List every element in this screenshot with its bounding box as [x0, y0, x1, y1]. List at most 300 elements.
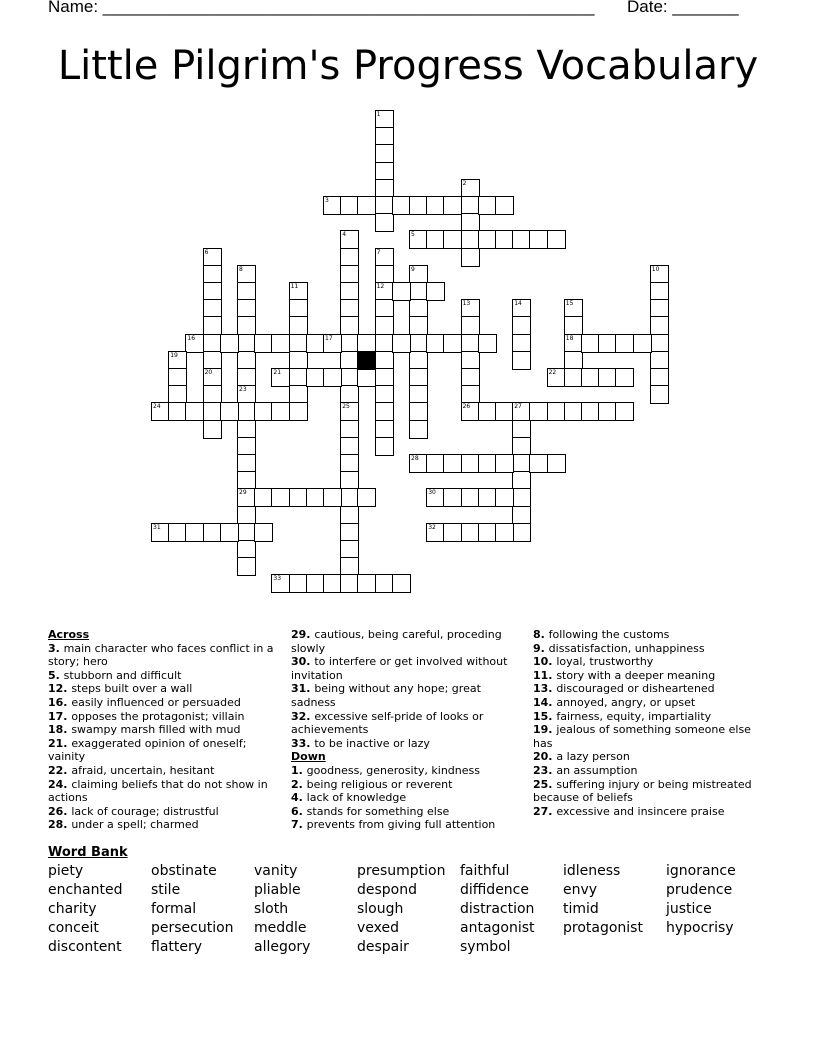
crossword-cell[interactable]: [375, 334, 394, 353]
crossword-cell[interactable]: [185, 523, 204, 542]
clue-item: 16. easily influenced or persuaded: [48, 695, 241, 709]
clue-item: 25. suffering injury or being mistreated because of beliefs: [533, 777, 752, 805]
clue-number: 5: [411, 231, 415, 239]
crossword-cell[interactable]: [323, 574, 342, 593]
word-bank-word: charity: [48, 901, 97, 917]
crossword-cell[interactable]: [185, 334, 204, 353]
crossword-cell[interactable]: [443, 454, 462, 473]
clue-item: 18. swampy marsh filled with mud: [48, 723, 241, 737]
clue-item: 33. to be inactive or lazy: [291, 736, 430, 750]
crossword-cell[interactable]: [512, 454, 531, 473]
crossword-cell[interactable]: [461, 316, 480, 335]
crossword-cell[interactable]: [461, 402, 480, 421]
crossword-cell[interactable]: [443, 523, 462, 542]
crossword-cell[interactable]: [461, 334, 480, 353]
crossword-cell[interactable]: [289, 574, 308, 593]
crossword-cell[interactable]: [461, 230, 480, 249]
clue-heading: Across: [48, 628, 90, 641]
crossword-cell[interactable]: [392, 196, 411, 215]
crossword-cell[interactable]: [289, 299, 308, 318]
crossword-cell[interactable]: [203, 265, 222, 284]
crossword-cell[interactable]: [633, 334, 652, 353]
crossword-cell[interactable]: [615, 402, 634, 421]
crossword-cell[interactable]: [443, 230, 462, 249]
clue-number: 27: [514, 403, 522, 411]
crossword-cell[interactable]: [271, 488, 290, 507]
word-bank-word: timid: [563, 901, 599, 917]
word-bank-word: conceit: [48, 920, 99, 936]
crossword-cell[interactable]: [254, 334, 273, 353]
crossword-cell[interactable]: [237, 402, 256, 421]
clue-item: 26. lack of courage; distrustful: [48, 804, 219, 818]
crossword-cell[interactable]: [461, 351, 480, 370]
crossword-cell[interactable]: [375, 265, 394, 284]
word-bank-word: distraction: [460, 901, 535, 917]
crossword-cell[interactable]: [340, 368, 359, 387]
crossword-cell[interactable]: [461, 213, 480, 232]
crossword-cell[interactable]: [375, 420, 394, 439]
crossword-cell[interactable]: [615, 334, 634, 353]
crossword-cell[interactable]: [564, 299, 583, 318]
word-bank-word: persecution: [151, 920, 234, 936]
clue-number: 9: [411, 265, 415, 273]
crossword-cell[interactable]: [237, 488, 256, 507]
crossword-cell[interactable]: [237, 454, 256, 473]
crossword-cell[interactable]: [237, 368, 256, 387]
crossword-cell[interactable]: [495, 523, 514, 542]
word-bank-word: piety: [48, 863, 84, 879]
crossword-cell[interactable]: [289, 282, 308, 301]
crossword-cell[interactable]: [409, 368, 428, 387]
crossword-cell[interactable]: [340, 420, 359, 439]
crossword-cell[interactable]: [375, 196, 394, 215]
crossword-cell[interactable]: [409, 196, 428, 215]
crossword-cell[interactable]: [478, 488, 497, 507]
crossword-cell[interactable]: [375, 282, 394, 301]
crossword-cell[interactable]: [237, 351, 256, 370]
crossword-cell[interactable]: [203, 385, 222, 404]
crossword-cell[interactable]: [375, 437, 394, 456]
crossword-cell[interactable]: [289, 402, 308, 421]
crossword-cell[interactable]: [289, 368, 308, 387]
crossword-cell[interactable]: [220, 334, 239, 353]
crossword-cell[interactable]: [529, 230, 548, 249]
crossword-cell[interactable]: [409, 282, 428, 301]
crossword-cell[interactable]: [254, 402, 273, 421]
crossword-cell[interactable]: [168, 523, 187, 542]
crossword-cell[interactable]: [237, 523, 256, 542]
crossword-cell[interactable]: [340, 488, 359, 507]
crossword-cell[interactable]: [564, 368, 583, 387]
crossword-cell[interactable]: [375, 385, 394, 404]
crossword-cell[interactable]: [529, 402, 548, 421]
crossword-cell[interactable]: [512, 506, 531, 525]
clue-number: 13: [462, 300, 471, 308]
crossword-cell[interactable]: [512, 334, 531, 353]
crossword-cell[interactable]: [512, 402, 531, 421]
crossword-cell[interactable]: [581, 334, 600, 353]
crossword-cell[interactable]: [254, 523, 273, 542]
crossword-cell[interactable]: [512, 523, 531, 542]
clue-item: 23. an assumption: [533, 763, 638, 777]
word-bank-word: meddle: [254, 920, 307, 936]
word-bank-word: flattery: [151, 939, 203, 955]
crossword-cell[interactable]: [461, 454, 480, 473]
crossword-cell[interactable]: [564, 334, 583, 353]
crossword-cell[interactable]: [409, 316, 428, 335]
crossword-cell[interactable]: [340, 574, 359, 593]
crossword-cell[interactable]: [547, 368, 566, 387]
crossword-cell[interactable]: [375, 574, 394, 593]
clue-column-1: [48, 628, 284, 832]
crossword-cell[interactable]: [426, 454, 445, 473]
crossword-cell[interactable]: [237, 385, 256, 404]
crossword-cell[interactable]: [340, 265, 359, 284]
clue-column-2: [291, 628, 521, 832]
word-bank-word: obstinate: [151, 863, 217, 879]
crossword-cell[interactable]: [357, 368, 376, 387]
crossword-cell[interactable]: [443, 334, 462, 353]
clue-number: 31: [153, 523, 161, 531]
word-bank-word: protagonist: [563, 920, 643, 936]
crossword-cell[interactable]: [237, 437, 256, 456]
crossword-cell[interactable]: [564, 316, 583, 335]
crossword-cell[interactable]: [289, 385, 308, 404]
crossword-cell[interactable]: [203, 402, 222, 421]
crossword-cell[interactable]: [340, 523, 359, 542]
crossword-cell[interactable]: [289, 351, 308, 370]
crossword-cell[interactable]: [375, 127, 394, 146]
crossword-cell[interactable]: [340, 282, 359, 301]
clue-number: 16: [187, 334, 196, 342]
crossword-cell[interactable]: [598, 368, 617, 387]
crossword-cell[interactable]: [598, 402, 617, 421]
crossword-cell[interactable]: [323, 196, 342, 215]
clue-item: 28. under a spell; charmed: [48, 818, 199, 832]
crossword-cell[interactable]: [340, 334, 359, 353]
crossword-cell[interactable]: [478, 230, 497, 249]
clue-number: 14: [514, 300, 522, 308]
name-field: Name: ____________________________________________________: [48, 0, 595, 16]
crossword-cell[interactable]: [151, 523, 170, 542]
crossword-cell[interactable]: [547, 402, 566, 421]
word-bank-word: ignorance: [666, 863, 736, 879]
crossword-cell[interactable]: [426, 196, 445, 215]
crossword-cell[interactable]: [340, 540, 359, 559]
crossword-cell[interactable]: [340, 454, 359, 473]
word-bank-word: formal: [151, 901, 197, 917]
crossword-cell[interactable]: [461, 196, 480, 215]
crossword-cell[interactable]: [461, 248, 480, 267]
crossword-cell[interactable]: [547, 454, 566, 473]
crossword-cell[interactable]: [461, 523, 480, 542]
crossword-cell[interactable]: [340, 299, 359, 318]
crossword-cell[interactable]: [547, 230, 566, 249]
crossword-cell[interactable]: [203, 351, 222, 370]
clue-number: 4: [342, 231, 347, 239]
clue-item: 1. goodness, generosity, kindness: [291, 763, 480, 777]
crossword-cell[interactable]: [168, 402, 187, 421]
crossword-cell[interactable]: [220, 402, 239, 421]
crossword-cell[interactable]: [461, 299, 480, 318]
clue-item: 27. excessive and insincere praise: [533, 804, 725, 818]
crossword-cell[interactable]: [650, 351, 669, 370]
crossword-cell[interactable]: [237, 420, 256, 439]
crossword-cell[interactable]: [323, 368, 342, 387]
crossword-cell[interactable]: [237, 299, 256, 318]
crossword-cell[interactable]: [650, 265, 669, 284]
crossword-cell[interactable]: [151, 402, 170, 421]
crossword-cell[interactable]: [409, 454, 428, 473]
crossword-cell[interactable]: [512, 437, 531, 456]
crossword-cell[interactable]: [375, 144, 394, 163]
crossword-cell[interactable]: [461, 488, 480, 507]
clue-item: 2. being religious or reverent: [291, 777, 453, 791]
crossword-cell[interactable]: [512, 351, 531, 370]
crossword-cell[interactable]: [306, 334, 325, 353]
crossword-cell[interactable]: [375, 368, 394, 387]
crossword-cell[interactable]: [237, 282, 256, 301]
crossword-cell[interactable]: [564, 402, 583, 421]
clue-item: 10. loyal, trustworthy: [533, 655, 654, 669]
crossword-cell[interactable]: [185, 402, 204, 421]
crossword-cell[interactable]: [203, 368, 222, 387]
crossword-cell[interactable]: [375, 110, 394, 129]
crossword-cell[interactable]: [323, 334, 342, 353]
clue-item: 21. exaggerated opinion of oneself; vainity: [48, 736, 247, 764]
word-bank-word: vanity: [254, 863, 298, 879]
crossword-cell[interactable]: [426, 334, 445, 353]
crossword-cell[interactable]: [512, 471, 531, 490]
crossword-cell[interactable]: [289, 316, 308, 335]
clue-number: 19: [170, 351, 178, 359]
crossword-cell[interactable]: [237, 471, 256, 490]
crossword-cell[interactable]: [203, 282, 222, 301]
crossword-cell[interactable]: [237, 540, 256, 559]
clue-item: 17. opposes the protagonist; villain: [48, 709, 245, 723]
crossword-cell[interactable]: [254, 488, 273, 507]
clue-number: 32: [428, 523, 436, 531]
crossword-cell[interactable]: [392, 282, 411, 301]
crossword-cell[interactable]: [615, 368, 634, 387]
word-bank-word: symbol: [460, 939, 511, 955]
crossword-cell[interactable]: [289, 488, 308, 507]
crossword-cell[interactable]: [495, 488, 514, 507]
crossword-cell[interactable]: [426, 523, 445, 542]
clue-item: 31. being without any hope; great sadness: [291, 682, 481, 709]
crossword-cell[interactable]: [340, 351, 359, 370]
crossword-cell[interactable]: [581, 368, 600, 387]
crossword-cell[interactable]: [443, 196, 462, 215]
clue-item: 8. following the customs: [533, 628, 670, 641]
clue-item: 19. jealous of something someone else has: [533, 723, 751, 750]
word-bank-word: idleness: [563, 863, 621, 879]
crossword-cell[interactable]: [168, 385, 187, 404]
crossword-cell[interactable]: [650, 316, 669, 335]
clue-item: 4. lack of knowledge: [291, 791, 407, 805]
crossword-cell[interactable]: [375, 179, 394, 198]
crossword-cell[interactable]: [340, 557, 359, 576]
crossword-cell[interactable]: [271, 574, 290, 593]
crossword-cell[interactable]: [375, 402, 394, 421]
crossword-cell[interactable]: [392, 574, 411, 593]
word-bank-word: diffidence: [460, 882, 529, 898]
clue-number: 22: [548, 369, 557, 376]
crossword-cell[interactable]: [426, 230, 445, 249]
crossword-cell[interactable]: [564, 351, 583, 370]
crossword-cell[interactable]: [478, 196, 497, 215]
crossword-cell[interactable]: [306, 368, 325, 387]
crossword-cell[interactable]: [375, 316, 394, 335]
crossword-cell[interactable]: [495, 196, 514, 215]
crossword-cell[interactable]: [357, 488, 376, 507]
crossword-cell[interactable]: [203, 299, 222, 318]
crossword-cell[interactable]: [375, 299, 394, 318]
crossword-cell[interactable]: [443, 488, 462, 507]
crossword-cell[interactable]: [598, 334, 617, 353]
crossword-cell[interactable]: [375, 162, 394, 181]
crossword-cell[interactable]: [340, 316, 359, 335]
crossword-cell[interactable]: [512, 420, 531, 439]
clue-number: 18: [565, 334, 574, 342]
clue-number: 12: [376, 283, 385, 290]
clue-number: 25: [342, 403, 350, 411]
word-bank-word: prudence: [666, 882, 733, 898]
crossword-cell[interactable]: [340, 471, 359, 490]
crossword-cell[interactable]: [289, 334, 308, 353]
crossword-cell[interactable]: [340, 402, 359, 421]
clue-item: 9. dissatisfaction, unhappiness: [533, 641, 705, 655]
crossword-cell[interactable]: [340, 196, 359, 215]
crossword-cell[interactable]: [478, 523, 497, 542]
word-bank-word: faithful: [460, 863, 510, 879]
crossword-cell[interactable]: [529, 454, 548, 473]
clue-item: 22. afraid, uncertain, hesitant: [48, 763, 215, 777]
crossword-cell[interactable]: [357, 574, 376, 593]
clue-number: 2: [462, 179, 467, 187]
crossword-cell[interactable]: [461, 385, 480, 404]
crossword-cell[interactable]: [409, 265, 428, 284]
clue-number: 8: [239, 265, 243, 273]
crossword-cell[interactable]: [340, 230, 359, 249]
crossword-cell[interactable]: [237, 265, 256, 284]
crossword-cell[interactable]: [495, 454, 514, 473]
crossword-cell[interactable]: [512, 316, 531, 335]
crossword-cell[interactable]: [203, 420, 222, 439]
crossword-cell[interactable]: [375, 213, 394, 232]
crossword-cell[interactable]: [237, 506, 256, 525]
word-bank-word: vexed: [357, 920, 400, 936]
crossword-cell[interactable]: [495, 402, 514, 421]
black-square: [357, 351, 376, 370]
crossword-cell[interactable]: [323, 488, 342, 507]
crossword-cell[interactable]: [650, 368, 669, 387]
crossword-cell[interactable]: [409, 420, 428, 439]
crossword-cell[interactable]: [203, 523, 222, 542]
crossword-cell[interactable]: [409, 299, 428, 318]
crossword-cell[interactable]: [478, 402, 497, 421]
crossword-cell[interactable]: [237, 316, 256, 335]
crossword-cell[interactable]: [168, 351, 187, 370]
crossword-cell[interactable]: [409, 402, 428, 421]
crossword-cell[interactable]: [461, 368, 480, 387]
clue-number: 29: [239, 489, 247, 497]
clue-item: 29. cautious, being careful, proceding slowly: [291, 628, 502, 655]
crossword-cell[interactable]: [478, 454, 497, 473]
crossword-cell[interactable]: [203, 316, 222, 335]
clue-item: 7. prevents from giving full attention: [291, 818, 496, 832]
clue-item: 3. main character who faces conflict in a story; hero: [48, 641, 274, 669]
crossword-cell[interactable]: [512, 230, 531, 249]
clue-number: 10: [651, 265, 660, 273]
clue-number: 23: [239, 386, 247, 394]
crossword-cell[interactable]: [306, 488, 325, 507]
crossword-cell[interactable]: [271, 402, 290, 421]
crossword-cell[interactable]: [306, 574, 325, 593]
clue-item: 5. stubborn and difficult: [48, 668, 182, 682]
crossword-cell[interactable]: [340, 506, 359, 525]
word-bank-word: allegory: [254, 939, 311, 955]
word-bank-word: enchanted: [48, 882, 123, 898]
word-bank-heading: Word Bank: [48, 845, 128, 860]
crossword-cell[interactable]: [357, 196, 376, 215]
crossword-cell[interactable]: [409, 385, 428, 404]
crossword-cell[interactable]: [271, 334, 290, 353]
word-bank-word: slough: [357, 901, 404, 917]
crossword-cell[interactable]: [512, 299, 531, 318]
crossword-cell[interactable]: [512, 488, 531, 507]
clue-item: 11. story with a deeper meaning: [533, 668, 716, 682]
crossword-cell[interactable]: [650, 299, 669, 318]
crossword-cell[interactable]: [426, 488, 445, 507]
crossword-cell[interactable]: [375, 248, 394, 267]
clue-number: 26: [462, 403, 471, 411]
crossword-cell[interactable]: [220, 523, 239, 542]
clue-heading: Down: [291, 750, 326, 764]
clue-number: 3: [325, 197, 329, 204]
crossword-cell[interactable]: [650, 282, 669, 301]
crossword-cell[interactable]: [340, 437, 359, 456]
crossword-cell[interactable]: [495, 230, 514, 249]
crossword-cell[interactable]: [237, 334, 256, 353]
crossword-cell[interactable]: [357, 334, 376, 353]
clue-number: 15: [565, 300, 574, 308]
crossword-cell[interactable]: [650, 334, 669, 353]
crossword-cell[interactable]: [340, 248, 359, 267]
crossword-cell[interactable]: [461, 179, 480, 198]
word-bank-word: pliable: [254, 882, 301, 898]
crossword-cell[interactable]: [375, 351, 394, 370]
crossword-cell[interactable]: [271, 368, 290, 387]
crossword-cell[interactable]: [168, 368, 187, 387]
crossword-cell[interactable]: [203, 334, 222, 353]
clue-item: 12. steps built over a wall: [48, 682, 193, 696]
crossword-cell[interactable]: [392, 334, 411, 353]
crossword-cell[interactable]: [340, 385, 359, 404]
crossword-cell[interactable]: [478, 334, 497, 353]
crossword-cell[interactable]: [650, 385, 669, 404]
word-bank-word: hypocrisy: [666, 920, 734, 936]
crossword-cell[interactable]: [426, 282, 445, 301]
crossword-cell[interactable]: [409, 334, 428, 353]
crossword-cell[interactable]: [203, 248, 222, 267]
crossword-cell[interactable]: [409, 230, 428, 249]
clue-number: 20: [204, 369, 213, 376]
crossword-cell[interactable]: [581, 402, 600, 421]
clue-item: 15. fairness, equity, impartiality: [533, 709, 712, 723]
crossword-cell[interactable]: [237, 557, 256, 576]
crossword-cell[interactable]: [409, 351, 428, 370]
